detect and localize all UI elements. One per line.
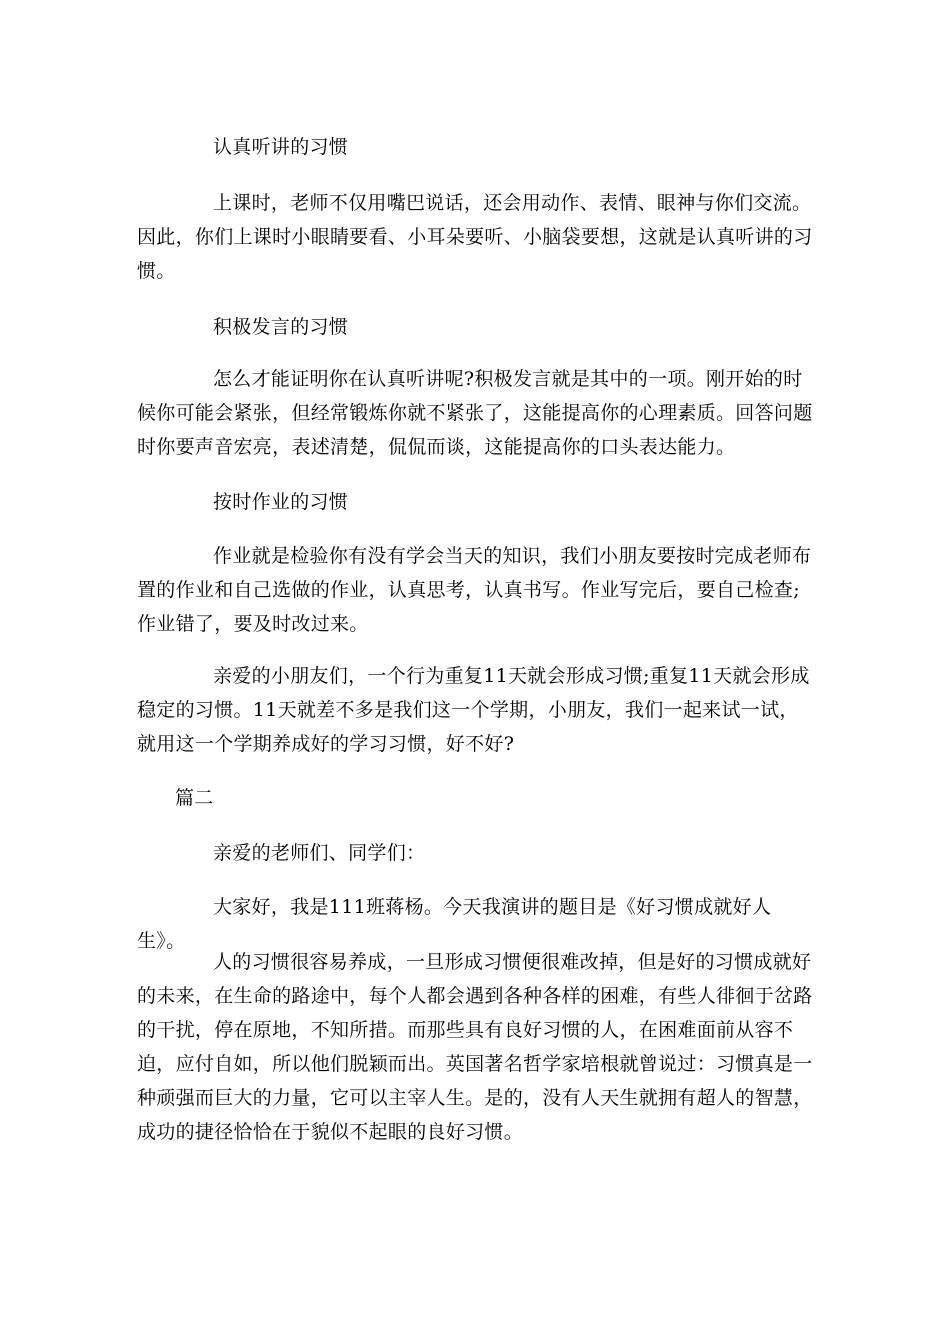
greeting-line: 亲爱的老师们、同学们： xyxy=(213,842,426,864)
paragraph-homework-habit: 作业就是检验你有没有学会当天的知识，我们小朋友要按时完成老师布置的作业和自己选做的作业，认真思考，认真书写。作业写完后，要自己检查;作业错了，要及时改过来。 xyxy=(137,545,812,635)
section-title-part-two: 篇二 xyxy=(175,787,214,809)
paragraph-good-habits: 人的习惯很容易养成，一旦形成习惯便很难改掉，但是好的习惯成就好的未来，在生命的路途中，每个人都会遇到各种各样的困难，有些人徘徊于岔路的干扰，停在原地，不知所措。而那些具有良好习惯的人，在困难面前从容不迫，应付自如，所以他们脱颖而出。英国著名哲学家培根就曾说过：习惯真是一种顽强而巨大的力量，它可以主宰人生。是的，没有人天生就拥有超人的智慧，成功的捷径恰恰在于貌似不起眼的良好习惯。 xyxy=(137,951,813,1143)
heading-speaking-habit: 积极发言的习惯 xyxy=(213,316,349,338)
paragraph-speaking-habit: 怎么才能证明你在认真听讲呢?积极发言就是其中的一项。刚开始的时候你可能会紧张，但经常锻炼你就不紧张了，这能提高你的心理素质。回答问题时你要声音宏亮，表述清楚，侃侃而谈，这能提高你的口头表达能力。 xyxy=(137,368,813,458)
speech-intro: 大家好，我是111班蒋杨。今天我演讲的题目是《好习惯成就好人生》。 xyxy=(137,896,772,952)
heading-homework-habit: 按时作业的习惯 xyxy=(213,491,349,513)
paragraph-listening-habit: 上课时，老师不仅用嘴巴说话，还会用动作、表情、眼神与你们交流。因此，你们上课时小眼睛要看、小耳朵要听、小脑袋要想，这就是认真听讲的习惯。 xyxy=(137,192,813,282)
heading-listening-habit: 认真听讲的习惯 xyxy=(213,136,349,158)
paragraph-closing: 亲爱的小朋友们，一个行为重复11天就会形成习惯;重复11天就会形成稳定的习惯。11天就差不多是我们这一个学期，小朋友，我们一起来试一试，就用这一个学期养成好的学习习惯，好不好? xyxy=(137,665,810,755)
